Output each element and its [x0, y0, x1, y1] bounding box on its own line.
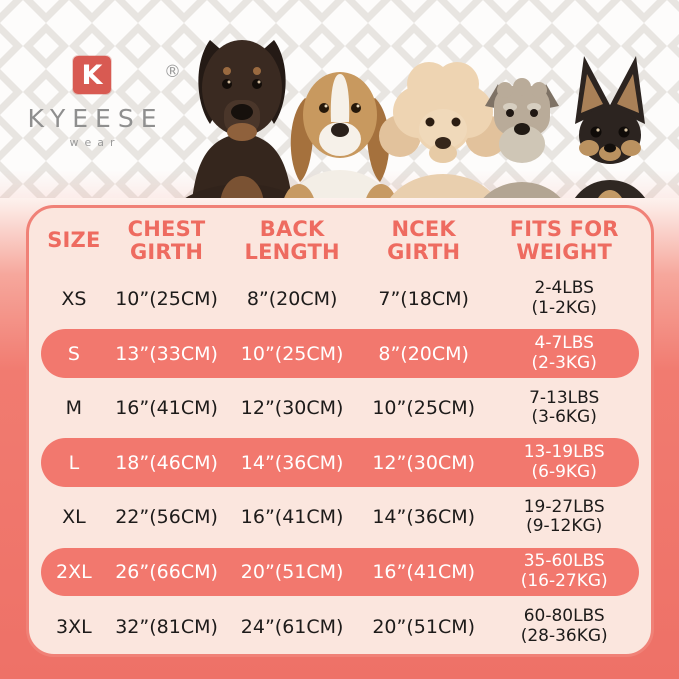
size-row-2xl — [41, 548, 639, 597]
header-size: SIZE — [47, 228, 101, 253]
chest-girth-value: 26”(66CM) — [115, 561, 218, 584]
size-row-m — [41, 381, 639, 436]
brand-tagline: wear — [69, 136, 121, 149]
brand-logo-k-icon — [73, 56, 111, 94]
size-label: 2XL — [56, 561, 92, 584]
neck-girth-value: 12”(30CM) — [372, 451, 476, 474]
size-row-s — [41, 329, 639, 378]
neck-girth-value: 8”(20CM) — [378, 342, 469, 365]
size-label: XS — [61, 287, 87, 310]
size-row-xs — [41, 272, 639, 327]
back-length-value: 20”(51CM) — [240, 561, 344, 584]
size-label: S — [67, 342, 80, 365]
chest-girth-value: 13”(33CM) — [115, 342, 218, 365]
weight-range-value: 2-4LBS (1-2KG) — [531, 278, 597, 318]
brand-name: KYEESE — [27, 104, 164, 133]
neck-girth-value: 20”(51CM) — [372, 615, 476, 638]
back-length-value: 10”(25CM) — [240, 342, 344, 365]
weight-range-value: 4-7LBS (2-3KG) — [531, 332, 597, 373]
registered-trademark-symbol: ® — [164, 62, 181, 82]
size-label: M — [65, 397, 83, 420]
chest-girth-value: 32”(81CM) — [115, 615, 218, 638]
back-length-value: 14”(36CM) — [240, 451, 344, 474]
chest-girth-value: 10”(25CM) — [115, 287, 218, 310]
size-label: 3XL — [56, 615, 92, 638]
weight-range-value: 7-13LBS (3-6KG) — [529, 387, 600, 428]
header-fits-for-weight: FITS FOR WEIGHT — [509, 216, 619, 264]
neck-girth-value: 16”(41CM) — [372, 561, 476, 584]
size-row-l — [41, 438, 639, 487]
weight-range-value: 19-27LBS (9-12KG) — [523, 496, 605, 537]
back-length-value: 12”(30CM) — [240, 397, 344, 420]
back-length-value: 8”(20CM) — [246, 287, 338, 310]
weight-range-value: 13-19LBS (6-9KG) — [523, 442, 605, 482]
chest-girth-value: 18”(46CM) — [115, 451, 218, 474]
size-label: L — [68, 451, 80, 474]
size-row-xl — [41, 490, 639, 545]
chest-girth-value: 16”(41CM) — [115, 397, 218, 420]
chest-girth-value: 22”(56CM) — [115, 506, 218, 529]
brand-logo — [16, 56, 181, 149]
size-row-3xl — [41, 599, 639, 654]
weight-range-value: 35-60LBS (16-27KG) — [520, 551, 608, 592]
size-chart-card — [26, 205, 654, 657]
header-chest-girth: CHEST GIRTH — [127, 216, 206, 264]
back-length-value: 24”(61CM) — [240, 615, 344, 638]
size-label: XL — [62, 506, 86, 529]
header-neck-girth: NCEK GIRTH — [387, 216, 461, 264]
brand-logo-letter: K — [81, 59, 103, 91]
back-length-value: 16”(41CM) — [240, 506, 344, 529]
size-chart-header-row — [41, 210, 639, 272]
header-back-length: BACK LENGTH — [244, 216, 340, 264]
neck-girth-value: 14”(36CM) — [372, 506, 476, 529]
neck-girth-value: 7”(18CM) — [378, 287, 469, 310]
neck-girth-value: 10”(25CM) — [372, 397, 476, 420]
weight-range-value: 60-80LBS (28-36KG) — [520, 606, 608, 646]
